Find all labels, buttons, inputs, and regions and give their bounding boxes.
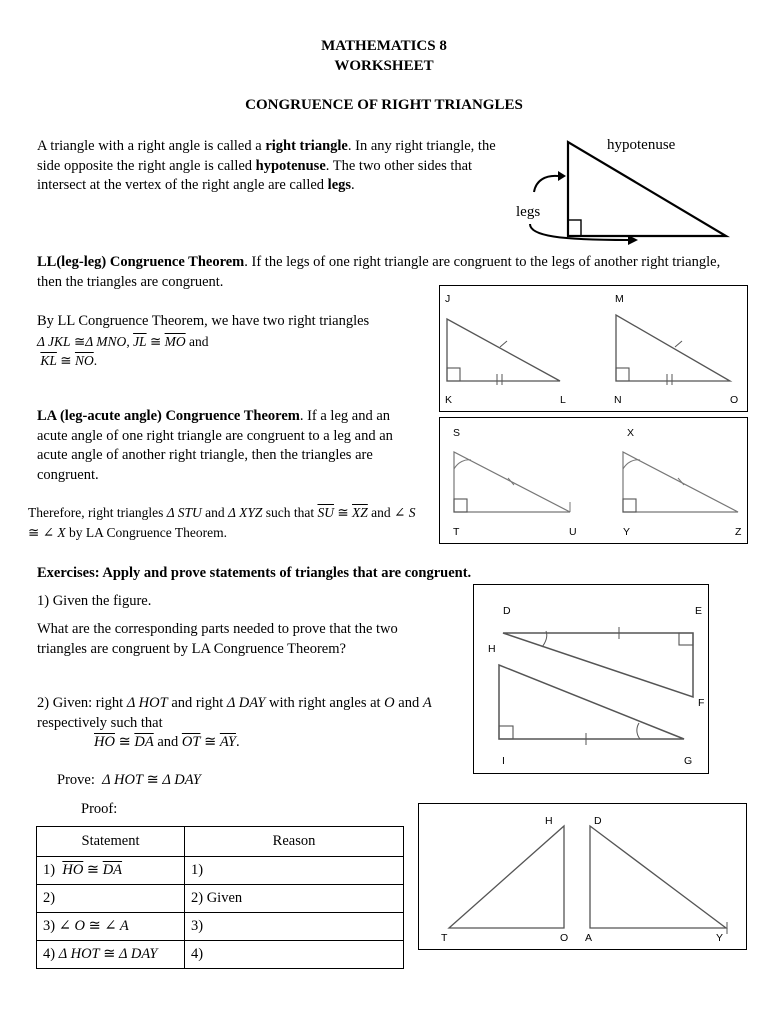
vertex-label-o: O <box>730 394 739 406</box>
table-header-row <box>37 827 404 857</box>
statement-header: Statement <box>37 827 185 857</box>
vertex-label-l: L <box>560 394 566 406</box>
vertex-label-d2: D <box>594 815 602 827</box>
exercise2-figure-box <box>418 803 747 950</box>
vertex-label-t: T <box>453 526 460 538</box>
table-row <box>37 885 404 913</box>
vertex-label-n: N <box>614 394 622 406</box>
reason-header: Reason <box>185 827 404 857</box>
ll-theorem-paragraph: LL(leg-leg) Congruence Theorem. If the legs of one right triangle are congruent to the legs of another right triangle, then the triangles are congruent. <box>37 254 721 290</box>
q1-title: 1) Given the figure. <box>37 593 152 609</box>
ll-figure-box <box>439 285 748 412</box>
subject-title: MATHEMATICS 8 <box>321 38 447 54</box>
vertex-label-s: S <box>453 427 461 439</box>
reason-cell[interactable]: 2) Given <box>185 885 404 913</box>
la-example: Therefore, right triangles Δ STU and Δ XYZ such that $\overline{SU}$ ≅ $\overline{XZ}$ and ∠ S ≅ ∠ X by LA Congruence Theorem. <box>28 505 416 540</box>
worksheet-title: WORKSHEET <box>334 58 434 74</box>
prove-statement: Prove: Δ HOT ≅ Δ DAY <box>57 772 201 788</box>
q1-text: What are the corresponding parts needed to prove that the two triangles are congruent by LA Congruence Theorem? <box>37 621 398 657</box>
statement-cell[interactable]: 2) <box>37 885 185 913</box>
la-theorem-paragraph: LA (leg-acute angle) Congruence Theorem. If a leg and an acute angle of one right triangle are congruent to a leg and an acute angle of another right triangle, then the triangles are congruent. <box>37 408 393 483</box>
vertex-label-m: M <box>615 293 624 305</box>
table-row <box>37 913 404 941</box>
vertex-label-f: F <box>698 697 705 709</box>
exercise1-figure-box <box>473 584 709 774</box>
vertex-label-z: Z <box>735 526 742 538</box>
vertex-label-a2: A <box>585 932 593 944</box>
legs-label: legs <box>516 204 541 220</box>
proof-label: Proof: <box>81 801 118 817</box>
reason-cell[interactable]: 4) <box>185 941 404 969</box>
q2-given: 2) Given: right Δ HOT and right Δ DAY with right angles at O and A respectively such that <box>37 695 432 731</box>
statement-cell[interactable]: 3) ∠ O ≅ ∠ A <box>37 913 185 941</box>
vertex-label-j: J <box>445 293 451 305</box>
q2-given-segments: $\overline{HO}$ ≅ $\overline{DA}$ and $\overline{OT}$ ≅ $\overline{AY}$. <box>94 734 240 750</box>
vertex-label-t2: T <box>441 932 448 944</box>
statement-cell[interactable]: 1) $\overline{HO}$ ≅ $\overline{DA}$ <box>37 857 185 885</box>
reason-cell[interactable]: 1) <box>185 857 404 885</box>
exercises-heading: Exercises: Apply and prove statements of triangles that are congruent. <box>37 565 472 581</box>
vertex-label-y2: Y <box>716 932 724 944</box>
vertex-label-g: G <box>684 755 693 767</box>
vertex-label-h2: H <box>545 815 553 827</box>
hypotenuse-label: hypotenuse <box>607 137 676 153</box>
la-figure-box <box>439 417 748 544</box>
vertex-label-d: D <box>503 605 511 617</box>
statement-cell[interactable]: 4) Δ HOT ≅ Δ DAY <box>37 941 185 969</box>
topic-title: CONGRUENCE OF RIGHT TRIANGLES <box>245 97 523 113</box>
vertex-label-u: U <box>569 526 577 538</box>
ll-example: By LL Congruence Theorem, we have two right triangles Δ JKL ≅Δ MNO, $\overline{JL}$ ≅ $\overline{MO}$ and $\overline{KL}$ ≅ $\overline{NO}$. <box>37 313 370 368</box>
proof-table <box>36 826 404 969</box>
vertex-label-i: I <box>502 755 505 767</box>
table-row <box>37 857 404 885</box>
vertex-label-e: E <box>695 605 703 617</box>
vertex-label-o2: O <box>560 932 569 944</box>
vertex-label-h: H <box>488 643 496 655</box>
vertex-label-y: Y <box>623 526 631 538</box>
table-row <box>37 941 404 969</box>
intro-paragraph: A triangle with a right angle is called a right triangle. In any right triangle, the side opposite the right angle is called hypotenuse. The two other sides that intersect at the vertex of the right angle are called legs. <box>37 138 496 193</box>
vertex-label-x: X <box>627 427 635 439</box>
right-triangle-figure <box>500 130 740 250</box>
reason-cell[interactable]: 3) <box>185 913 404 941</box>
vertex-label-k: K <box>445 394 453 406</box>
